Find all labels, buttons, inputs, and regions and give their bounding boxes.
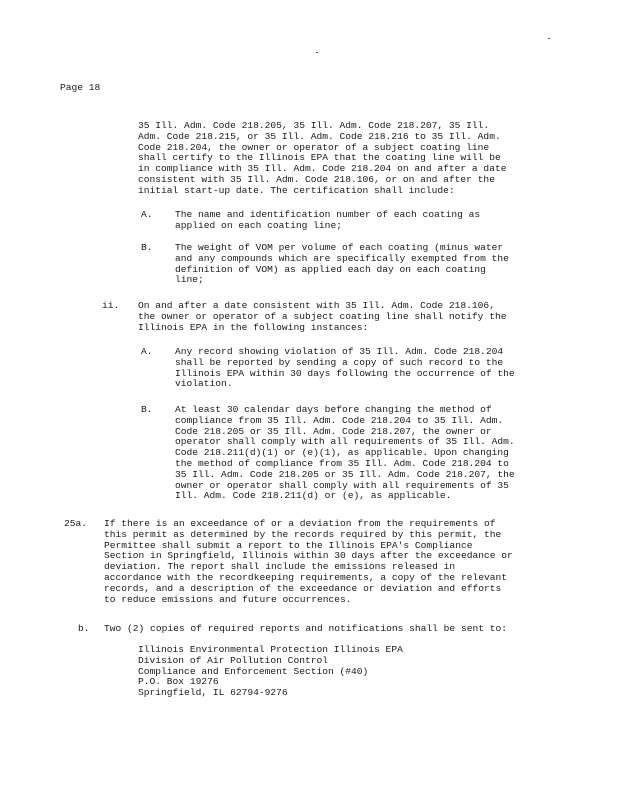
item-marker: A. [141,209,153,220]
section-ii-item-a [175,347,529,390]
section-marker: ii. [102,300,120,311]
item-marker: B. [141,242,153,253]
text-line: initial start-up date. The certification shall include: [138,184,455,196]
item-marker: B. [141,404,153,415]
text-line: deviation. The report shall include the emissions released in [104,561,456,573]
text-line: line; [175,274,204,286]
text-line: Compliance and Enforcement Section (#40) [138,665,369,677]
text-line: the method of compliance from 35 Ill. Adm. Code 218.204 to [175,457,509,469]
scan-speck [548,38,550,39]
text-line: Division of Air Pollution Control [138,654,328,666]
text-line: 35 Ill. Adm. Code 218.205 or 35 Ill. Adm. Code 218.207, the [175,468,515,480]
section-marker: b. [78,623,90,634]
text-line: Illinois Environmental Protection Illinois EPA [138,644,403,655]
text-line: accordance with the recordkeeping requirements, a copy of the relevant [104,571,508,583]
text-line: 35 Ill. Adm. Code 218.205, 35 Ill. Adm. Code 218.207, 35 Ill. [138,120,490,131]
text-line: operator shall comply with all requirements of 35 Ill. Adm. [175,436,515,448]
intro-paragraph [138,121,528,197]
text-line: and any compounds which are specifically exempted from the [175,252,509,264]
text-line: in compliance with 35 Ill. Adm. Code 218.204 on and after a date [138,163,507,175]
text-line: violation. [175,378,233,390]
text-line: Illinois EPA within 30 days following the occurrence of the [175,367,515,379]
text-line: Springfield, IL 62794-9276 [138,687,288,699]
mailing-address [138,645,468,699]
text-line: Code 218.204, the owner or operator of a subject coating line [138,141,490,153]
intro-item-b [175,243,529,286]
text-line: compliance from 35 Ill. Adm. Code 218.204 to 35 Ill. Adm. [175,414,504,426]
text-line: the owner or operator of a subject coating line shall notify the [138,310,507,322]
text-line: applied on each coating line; [175,219,342,231]
text-line: If there is an exceedance of or a deviation from the requirements of [104,518,496,529]
text-line: shall be reported by sending a copy of such record to the [175,356,504,368]
text-line: Permittee shall submit a report to the Illinois EPA's Compliance [104,539,473,551]
text-line: Any record showing violation of 35 Ill. Adm. Code 218.204 [175,346,504,357]
intro-item-a [175,210,529,232]
text-line: The weight of VOM per volume of each coating (minus water [175,242,504,253]
text-line: records, and a description of the exceedance or deviation and efforts [104,582,502,594]
text-line: Ill. Adm. Code 218.211(d) or (e), as applicable. [175,490,452,502]
text-line: Section in Springfield, Illinois within 30 days after the exceedance or [104,550,513,562]
text-line: Illinois EPA in the following instances: [138,321,369,333]
item-marker: A. [141,346,153,357]
section-ii-paragraph [138,301,528,333]
text-line: shall certify to the Illinois EPA that the coating line will be [138,152,501,164]
text-line: owner or operator shall comply with all requirements of 35 [175,479,509,491]
text-line: The name and identification number of each coating as [175,209,481,220]
section-b-paragraph: Two (2) copies of required reports and notifications shall be sent to: [104,623,508,634]
text-line: definition of VOM) as applied each day on each coating [175,263,486,275]
text-line: consistent with 35 Ill. Adm. Code 218.106, or on and after the [138,173,495,185]
section-25a-paragraph [104,519,528,605]
text-line: Code 218.205 or 35 Ill. Adm. Code 218.207, the owner or [175,425,492,437]
text-line: At least 30 calendar days before changing the method of [175,404,492,415]
text-line: P.O. Box 19276 [138,676,219,688]
text-line: this permit as determined by the records required by this permit, the [104,528,502,540]
text-line: On and after a date consistent with 35 Ill. Adm. Code 218.106, [138,300,495,311]
page-number: Page 18 [60,82,101,93]
text-line: Adm. Code 218.215, or 35 Ill. Adm. Code 218.216 to 35 Ill. Adm. [138,130,501,142]
text-line: Code 218.211(d)(1) or (e)(1), as applicable. Upon changing [175,447,509,459]
section-marker: 25a. [64,518,88,529]
section-ii-item-b [175,405,529,502]
text-line: to reduce emissions and future occurrences. [104,593,352,605]
scan-speck [316,52,318,53]
